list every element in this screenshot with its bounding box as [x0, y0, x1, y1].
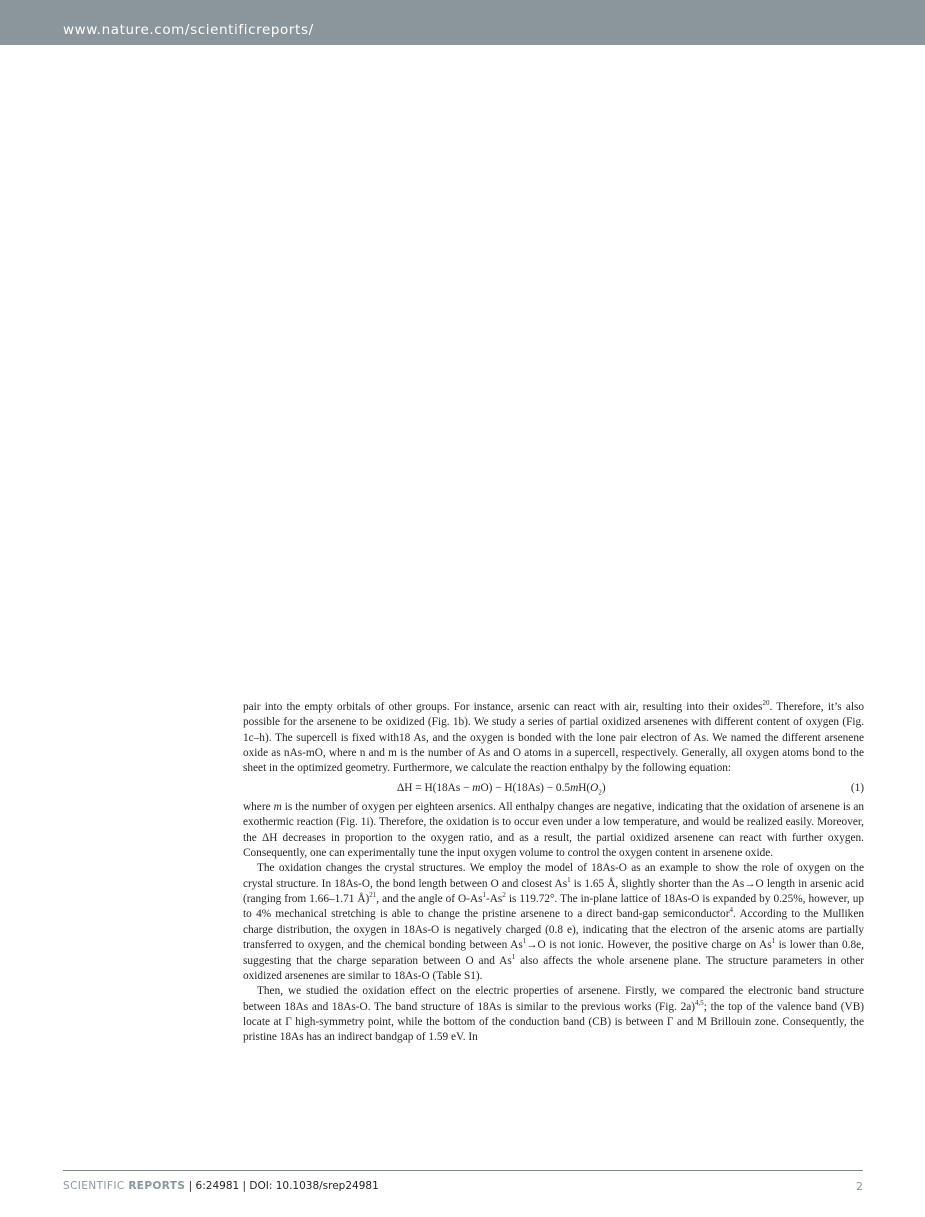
citation-ref[interactable]: 20	[762, 699, 770, 708]
equation-body: $\Delta H = H(18As - mO) - H(18As) - 0.5mH(O_2)$	[397, 781, 606, 796]
paragraph-4: Then, we studied the oxidation effect on the electric properties of arsenene. Firstly, we compared the electronic band structure between 18As and 18As-O. The band structure of 18As is similar to the previous works (Fig. 2a)$^{4,5}$; the top of the valence band (VB) locate at Γ high-symmetry point, while the bottom of the conduction band (CB) is between Γ and M Brillouin zone. Consequently, the pristine 18As has an indirect bandgap of 1.59 eV. In	[243, 985, 864, 1044]
citation-ref[interactable]: 21	[369, 891, 377, 900]
citation-info: | 6:24981 | DOI: 10.1038/srep24981	[185, 1180, 379, 1192]
page-header	[0, 0, 925, 45]
paragraph-3: The oxidation changes the crystal structures. We employ the model of 18As-O as an example to show the role of oxygen on the crystal structure. In 18As-O, the bond length between O and closest As$^1$ is 1.65 Å, slightly shorter than the As→O length in arsenic acid (ranging from 1.66–1.71 Å)$^{21}$, and the angle of O-As$^1$-As$^2$ is 119.72°. The in-plane lattice of 18As-O is expanded by 0.25%, however, up to 4% mechanical stretching is able to change the pristine arsenene to a direct band-gap semiconductor$^4$. According to the Mulliken charge distribution, the oxygen in 18As-O is negatively charged (0.8 e), indicating that the electron of the arsenic atoms are partially transferred to oxygen, and the chemical bonding between $As^1\to O$ is not ionic. However, the positive charge on As$^1$ is lower than 0.8e, suggesting that the charge separation between O and As$^1$ also affects the whole arsenene plane. The structure parameters in other oxidized arsenenes are similar to 18As-O (Table S1).	[243, 862, 864, 982]
header-url[interactable]: www.nature.com/scientificreports/	[63, 22, 314, 38]
paragraph-2: where m is the number of oxygen per eighteen arsenics. All enthalpy changes are negative, indicating that the oxidation of arsenene is an exothermic reaction (Fig. 1i). Therefore, the oxidation is to occur even under a low temperature, and would be realized easily. Moreover, the ΔH decreases in proportion to the oxygen ratio, and as a result, the partial oxidized arsenene can react with further oxygen. Consequently, one can experimentally tune the input oxygen volume to control the oxygen content in arsenene oxide.	[243, 801, 864, 860]
equation-1	[243, 781, 864, 796]
journal-name: SCIENTIFIC	[63, 1180, 129, 1192]
citation-ref[interactable]: 4	[729, 906, 733, 915]
equation-number: (1)	[850, 781, 864, 794]
article-body	[243, 700, 864, 1046]
page-number: 2	[856, 1180, 863, 1193]
page-footer	[63, 1180, 863, 1192]
citation-ref[interactable]: 4,5	[695, 998, 704, 1007]
paragraph-1: pair into the empty orbitals of other groups. For instance, arsenic can react with air, resulting into their oxides$^{20}$. Therefore, it’s also possible for the arsenene to be oxidized (Fig. 1b). We study a series of partial oxidized arsenenes with different content of oxygen (Fig. 1c–h). The supercell is fixed with18 As, and the oxygen is bonded with the lone pair electron of As. We named the different arsenene oxide as nAs-mO, where n and m is the number of As and O atoms in a supercell, respectively. Generally, all oxygen atoms bond to the sheet in the optimized geometry. Furthermore, we calculate the reaction enthalpy by the following equation:	[243, 699, 865, 775]
journal-name-bold: REPORTS	[128, 1180, 186, 1192]
footer-divider	[63, 1170, 863, 1171]
